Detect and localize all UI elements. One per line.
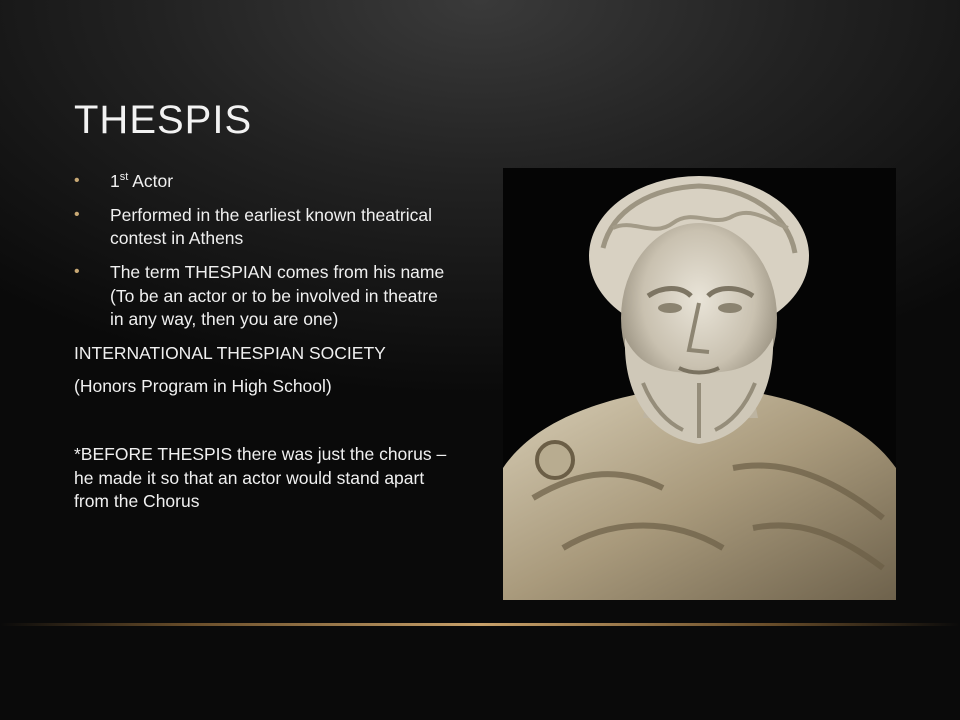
bullet-text: 1 bbox=[110, 171, 120, 191]
bullet-text: The term THESPIAN comes from his name (To be an actor or to be involved in theatre in any way, then you are one) bbox=[110, 261, 445, 330]
bullet-item bbox=[74, 204, 454, 251]
divider-rule bbox=[0, 623, 960, 626]
bullet-superscript: st bbox=[119, 171, 129, 184]
bullet-icon: • bbox=[74, 205, 80, 223]
bullet-item bbox=[74, 261, 454, 332]
slide-content bbox=[74, 170, 454, 524]
bullet-text-tail: Actor bbox=[128, 171, 174, 191]
bullet-list bbox=[74, 170, 454, 332]
marble-bust-portrait-icon bbox=[503, 168, 896, 600]
bullet-icon: • bbox=[74, 172, 80, 189]
bullet-item bbox=[74, 170, 454, 194]
paragraph-note: *BEFORE THESPIS there was just the chorus – he made it so that an actor would stand apart from the Chorus bbox=[74, 444, 447, 512]
paragraph-honors: (Honors Program in High School) bbox=[74, 376, 332, 397]
slide-title: THESPIS bbox=[74, 98, 253, 142]
bullet-icon: • bbox=[74, 262, 80, 280]
paragraph-society: INTERNATIONAL THESPIAN SOCIETY bbox=[74, 342, 386, 363]
bullet-text: Performed in the earliest known theatrical contest in Athens bbox=[110, 204, 432, 249]
